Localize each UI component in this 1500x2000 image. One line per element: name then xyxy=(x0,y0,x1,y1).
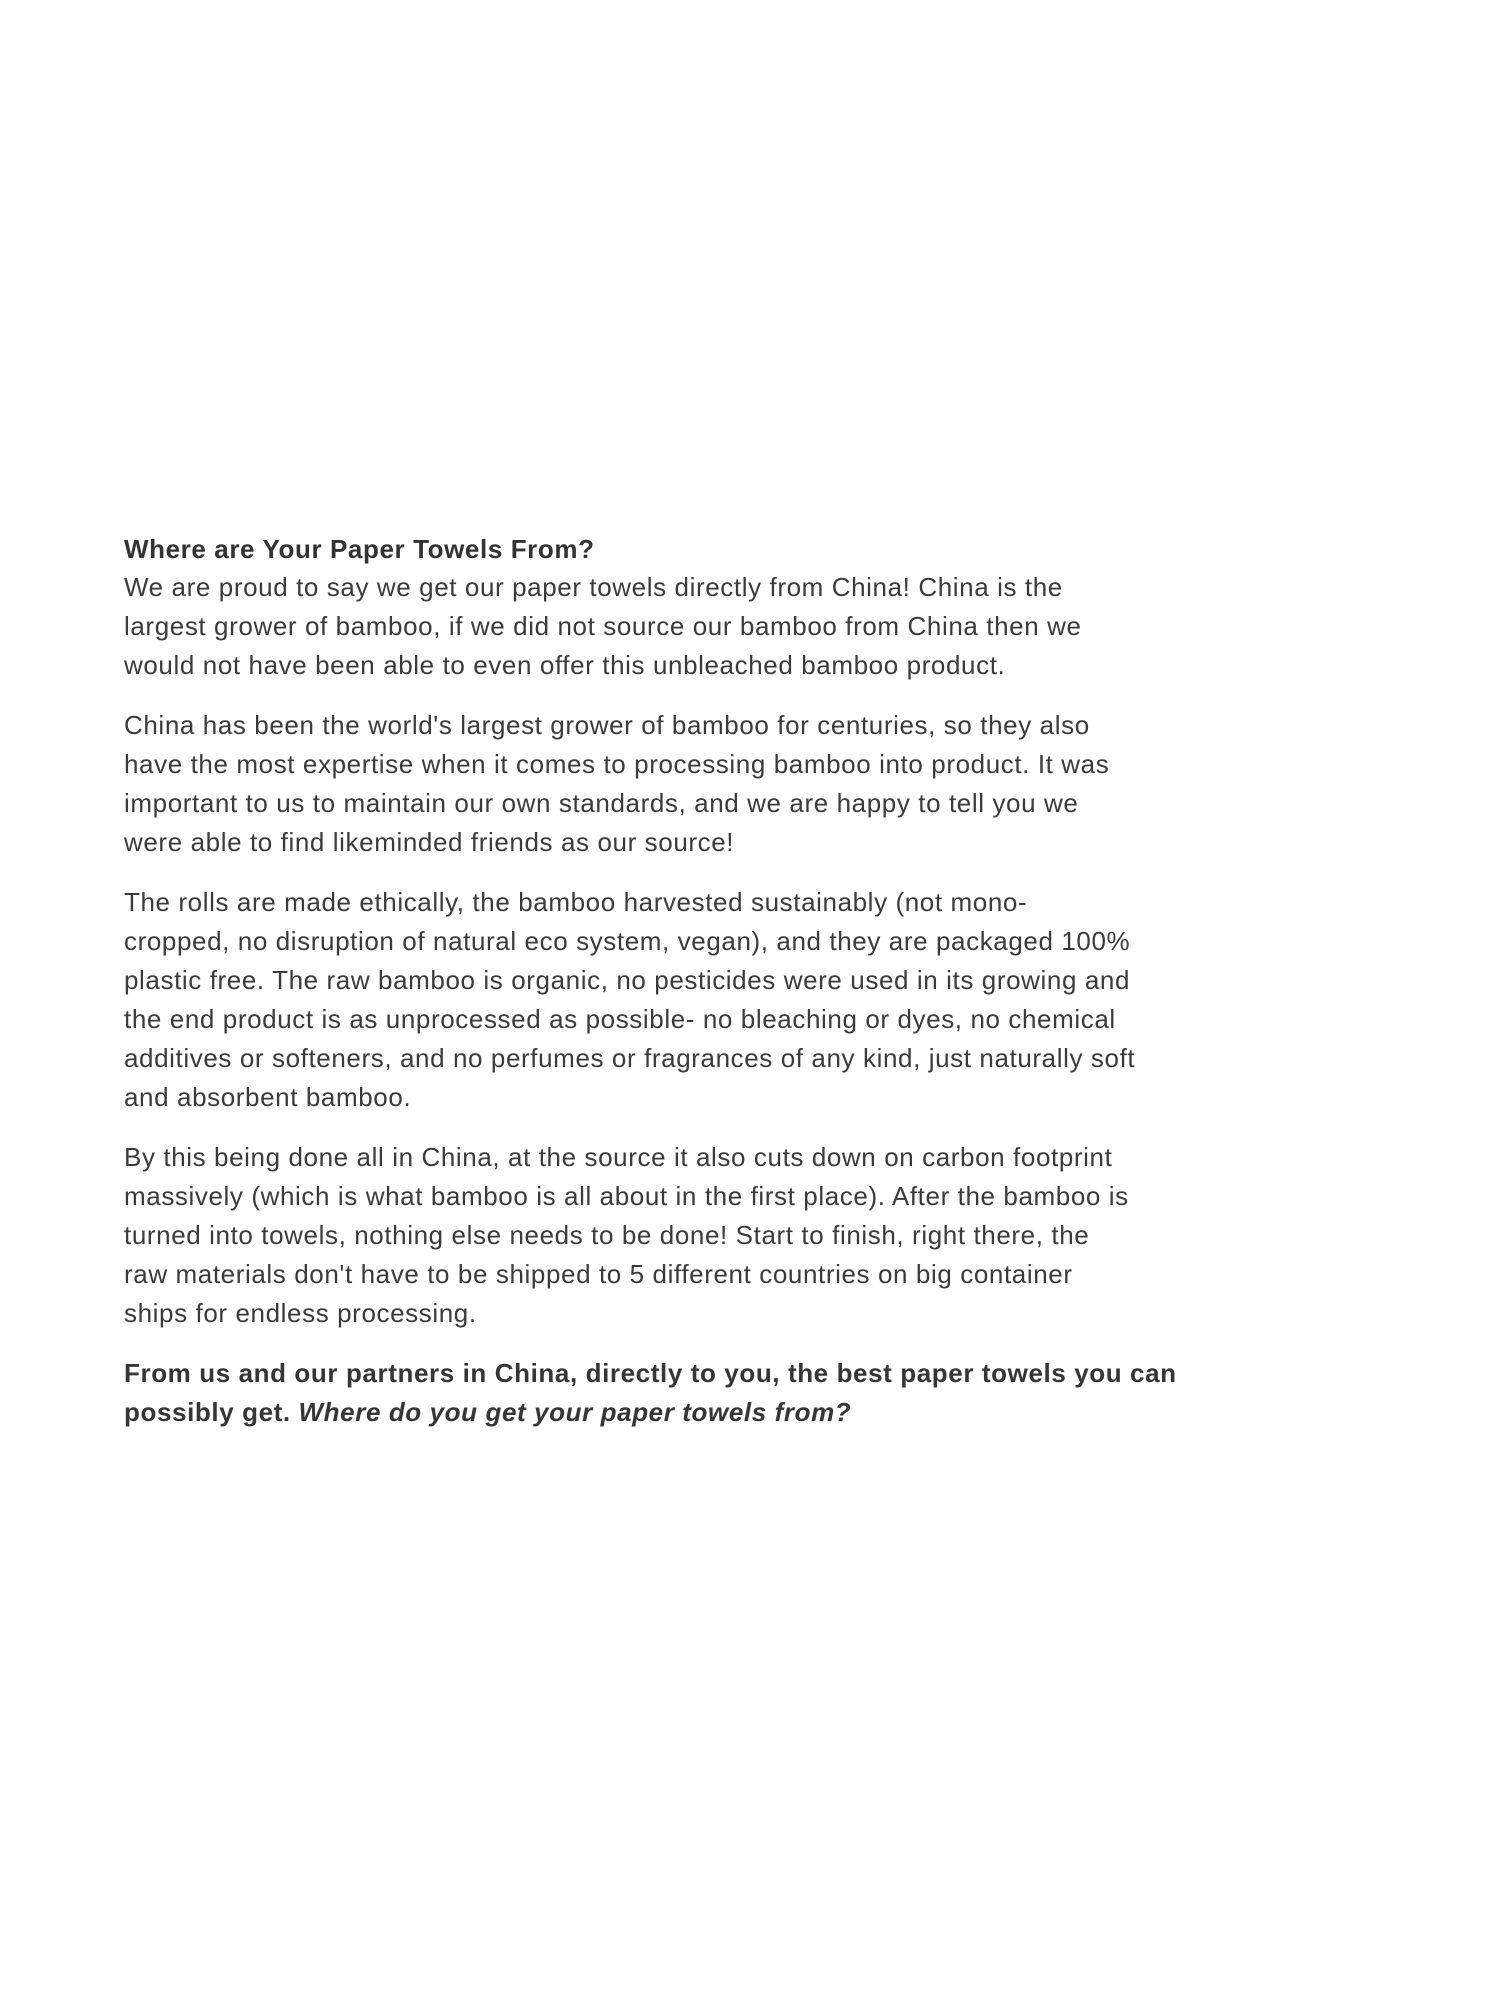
text-line: By this being done all in China, at the source it also cuts down on carbon footprint xyxy=(124,1142,1113,1172)
text-line: have the most expertise when it comes to processing bamboo into product. It was xyxy=(124,749,1110,779)
text-line: important to us to maintain our own standards, and we are happy to tell you we xyxy=(124,788,1079,818)
paragraph-ethics xyxy=(124,883,1364,1117)
text-line: were able to find likeminded friends as our source! xyxy=(124,827,735,857)
text-line: additives or softeners, and no perfumes or fragrances of any kind, just naturally soft xyxy=(124,1043,1136,1073)
text-line: massively (which is what bamboo is all about in the first place). After the bamboo is xyxy=(124,1181,1129,1211)
text-line: raw materials don't have to be shipped to 5 different countries on big container xyxy=(124,1259,1073,1289)
text-line: The rolls are made ethically, the bamboo harvested sustainably (not mono- xyxy=(124,887,1028,917)
text-line: ships for endless processing. xyxy=(124,1298,477,1328)
text-line: and absorbent bamboo. xyxy=(124,1082,412,1112)
text-line: turned into towels, nothing else needs to be done! Start to finish, right there, the xyxy=(124,1220,1090,1250)
paragraph-carbon-footprint xyxy=(124,1138,1364,1333)
text-line: would not have been able to even offer this unbleached bamboo product. xyxy=(124,650,1006,680)
text-line xyxy=(124,1393,1364,1432)
closing-statement xyxy=(124,1354,1364,1432)
closing-bold-text: possibly get. xyxy=(124,1397,299,1427)
text-line: From us and our partners in China, directly to you, the best paper towels you can xyxy=(124,1358,1177,1388)
section-heading: Where are Your Paper Towels From? xyxy=(124,534,595,564)
text-line: the end product is as unprocessed as possible- no bleaching or dyes, no chemical xyxy=(124,1004,1116,1034)
paragraph-sourcing xyxy=(124,568,1364,685)
product-description xyxy=(124,531,1364,1432)
paragraph-expertise xyxy=(124,706,1364,862)
text-line: We are proud to say we get our paper towels directly from China! China is the xyxy=(124,572,1063,602)
text-line: cropped, no disruption of natural eco system, vegan), and they are packaged 100% xyxy=(124,926,1131,956)
text-line: China has been the world's largest grower of bamboo for centuries, so they also xyxy=(124,710,1090,740)
text-line: largest grower of bamboo, if we did not source our bamboo from China then we xyxy=(124,611,1082,641)
closing-italic-question: Where do you get your paper towels from? xyxy=(298,1397,852,1427)
text-line: plastic free. The raw bamboo is organic, no pesticides were used in its growing and xyxy=(124,965,1131,995)
